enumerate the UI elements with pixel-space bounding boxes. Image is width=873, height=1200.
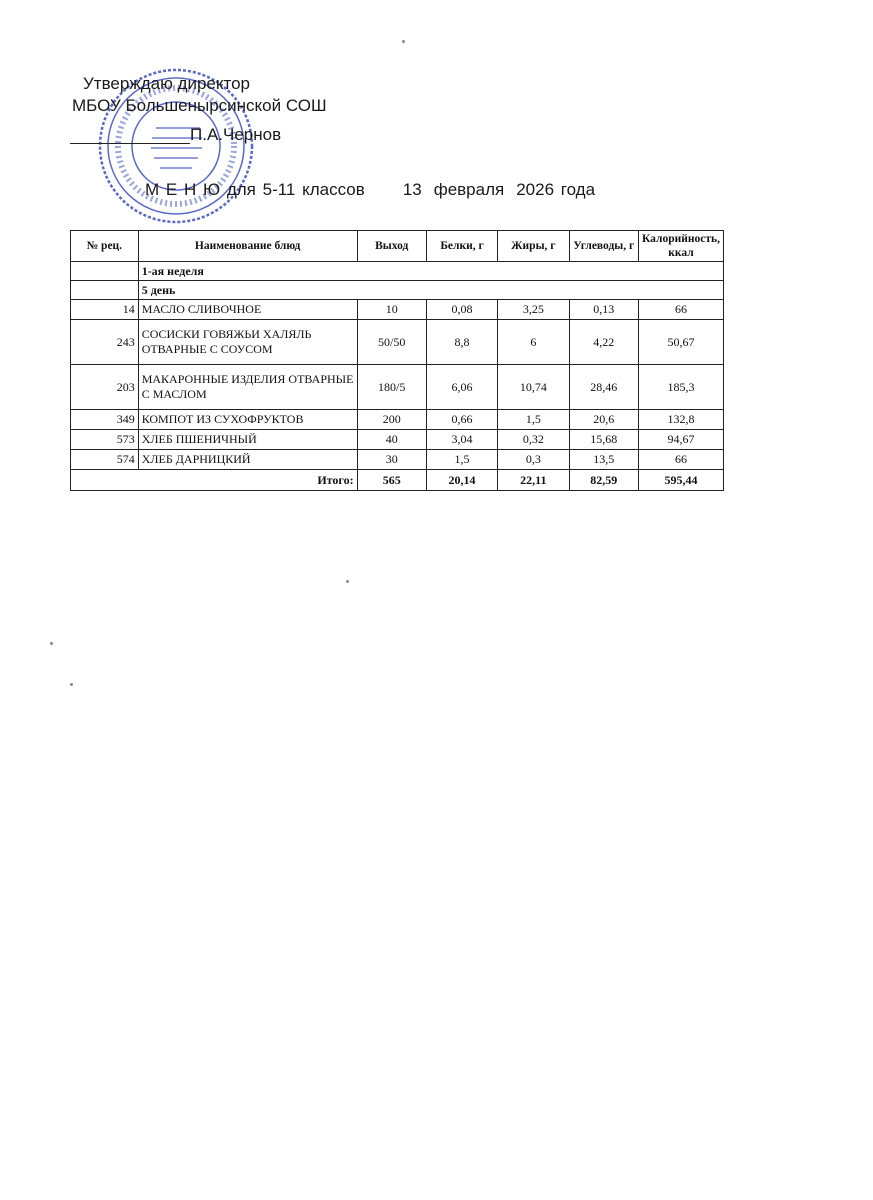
day-row	[71, 281, 724, 300]
carbs-value: 4,22	[569, 320, 638, 365]
menu-heading	[145, 180, 595, 200]
recipe-number: 573	[71, 430, 139, 450]
dish-name: ХЛЕБ ДАРНИЦКИЙ	[138, 450, 357, 470]
carbs-value: 20,6	[569, 410, 638, 430]
kcal-value: 50,67	[638, 320, 723, 365]
protein-value: 6,06	[426, 365, 497, 410]
fat-value: 10,74	[498, 365, 569, 410]
fat-value: 1,5	[498, 410, 569, 430]
output-value: 40	[357, 430, 426, 450]
table-row	[71, 410, 724, 430]
table-row	[71, 320, 724, 365]
protein-value: 3,04	[426, 430, 497, 450]
col-header-output: Выход	[357, 231, 426, 262]
total-carbs: 82,59	[569, 470, 638, 491]
menu-title: М Е Н Ю для 5-11 классов	[145, 180, 365, 199]
carbs-value: 15,68	[569, 430, 638, 450]
carbs-value: 0,13	[569, 300, 638, 320]
col-header-fat: Жиры, г	[498, 231, 569, 262]
col-header-protein: Белки, г	[426, 231, 497, 262]
table-header-row	[71, 231, 724, 262]
menu-date-month: февраля	[433, 180, 505, 199]
dish-name: МАСЛО СЛИВОЧНОЕ	[138, 300, 357, 320]
recipe-number: 574	[71, 450, 139, 470]
menu-date-year: 2026 года	[516, 180, 596, 199]
menu-table	[70, 230, 724, 491]
recipe-number: 203	[71, 365, 139, 410]
dish-name: СОСИСКИ ГОВЯЖЬИ ХАЛЯЛЬ ОТВАРНЫЕ С СОУСОМ	[138, 320, 357, 365]
table-row	[71, 430, 724, 450]
fat-value: 0,32	[498, 430, 569, 450]
week-row	[71, 262, 724, 281]
col-header-dish: Наименование блюд	[138, 231, 357, 262]
output-value: 50/50	[357, 320, 426, 365]
total-row	[71, 470, 724, 491]
scan-speck	[402, 40, 405, 43]
table-row	[71, 365, 724, 410]
dish-name: МАКАРОННЫЕ ИЗДЕЛИЯ ОТВАРНЫЕ С МАСЛОМ	[138, 365, 357, 410]
kcal-value: 94,67	[638, 430, 723, 450]
kcal-value: 132,8	[638, 410, 723, 430]
scan-speck	[70, 683, 73, 686]
week-label: 1-ая неделя	[138, 262, 723, 281]
kcal-value: 185,3	[638, 365, 723, 410]
fat-value: 3,25	[498, 300, 569, 320]
dish-name: ХЛЕБ ПШЕНИЧНЫЙ	[138, 430, 357, 450]
dish-name: КОМПОТ ИЗ СУХОФРУКТОВ	[138, 410, 357, 430]
scan-speck	[50, 642, 53, 645]
output-value: 180/5	[357, 365, 426, 410]
total-fat: 22,11	[498, 470, 569, 491]
total-output: 565	[357, 470, 426, 491]
menu-date-day: 13	[402, 180, 422, 199]
output-value: 200	[357, 410, 426, 430]
signature-line	[70, 143, 190, 144]
scan-speck	[346, 580, 349, 583]
output-value: 10	[357, 300, 426, 320]
kcal-value: 66	[638, 450, 723, 470]
school-name: МБОУ Большенырсинской СОШ	[72, 96, 327, 115]
recipe-number: 349	[71, 410, 139, 430]
protein-value: 8,8	[426, 320, 497, 365]
director-name: П.А.Чернов	[190, 125, 282, 144]
col-header-kcal: Калорийность, ккал	[638, 231, 723, 262]
table-row	[71, 450, 724, 470]
total-protein: 20,14	[426, 470, 497, 491]
carbs-value: 13,5	[569, 450, 638, 470]
protein-value: 0,08	[426, 300, 497, 320]
col-header-carbs: Углеводы, г	[569, 231, 638, 262]
protein-value: 0,66	[426, 410, 497, 430]
total-kcal: 595,44	[638, 470, 723, 491]
total-label: Итого:	[71, 470, 358, 491]
recipe-number: 14	[71, 300, 139, 320]
kcal-value: 66	[638, 300, 723, 320]
fat-value: 6	[498, 320, 569, 365]
output-value: 30	[357, 450, 426, 470]
approval-title: Утверждаю директор	[83, 74, 251, 93]
col-header-recipe: № рец.	[71, 231, 139, 262]
fat-value: 0,3	[498, 450, 569, 470]
carbs-value: 28,46	[569, 365, 638, 410]
protein-value: 1,5	[426, 450, 497, 470]
day-label: 5 день	[138, 281, 723, 300]
table-row	[71, 300, 724, 320]
recipe-number: 243	[71, 320, 139, 365]
